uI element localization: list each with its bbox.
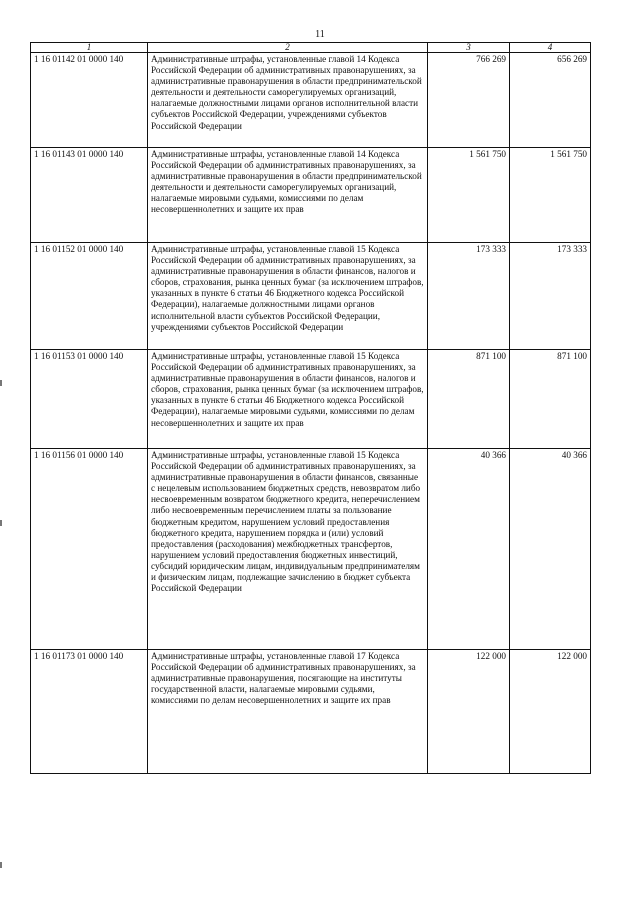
income-code: 1 16 01152 01 0000 140 <box>31 243 148 350</box>
amount-column-3: 1 561 750 <box>428 148 510 243</box>
table-header-row <box>31 43 591 53</box>
amount-column-3: 766 269 <box>428 53 510 148</box>
table-row <box>31 449 591 650</box>
column-header-2: 2 <box>148 43 428 53</box>
amount-column-4: 122 000 <box>510 650 591 774</box>
column-header-1: 1 <box>31 43 148 53</box>
table-row <box>31 243 591 350</box>
income-description: Административные штрафы, установленные главой 15 Кодекса Российской Федерации об административных правонарушениях, за административные правонарушения в области финансов, связанные с нецелевым использованием бюджетных средств, невозвратом либо несвоевременным возвратом бюджетного кредита, неперечислением либо несвоевременным перечислением платы за пользование бюджетным кредитом, нарушением условий предоставления бюджетного кредита, нарушением порядка и (или) условий предоставления (расходования) межбюджетных трансфертов, нарушением условий предоставления бюджетных инвестиций, субсидий юридическим лицам, индивидуальным предпринимателям и физическим лицам, подлежащие зачислению в бюджет субъекта Российской Федерации <box>148 449 428 650</box>
amount-column-4: 656 269 <box>510 53 591 148</box>
table-row <box>31 350 591 449</box>
amount-column-3: 40 366 <box>428 449 510 650</box>
scan-edge-mark <box>0 380 2 386</box>
amount-column-4: 40 366 <box>510 449 591 650</box>
amount-column-4: 1 561 750 <box>510 148 591 243</box>
income-description: Административные штрафы, установленные главой 15 Кодекса Российской Федерации об административных правонарушениях, за административные правонарушения в области финансов, налогов и сборов, страхования, рынка ценных бумаг (за исключением штрафов, указанных в пункте 6 статьи 46 Бюджетного кодекса Российской Федерации), налагаемые должностными лицами органов исполнительной власти субъектов Российской Федерации, учреждениями субъектов Российской Федерации <box>148 243 428 350</box>
page-number: 11 <box>315 29 325 40</box>
table-row <box>31 53 591 148</box>
amount-column-3: 871 100 <box>428 350 510 449</box>
scan-edge-mark <box>0 520 2 526</box>
table-row <box>31 650 591 774</box>
column-header-4: 4 <box>510 43 591 53</box>
amount-column-4: 871 100 <box>510 350 591 449</box>
budget-table <box>30 42 591 774</box>
amount-column-3: 173 333 <box>428 243 510 350</box>
income-description: Административные штрафы, установленные главой 15 Кодекса Российской Федерации об административных правонарушениях, за административные правонарушения в области финансов, налогов и сборов, страхования, рынка ценных бумаг (за исключением штрафов, указанных в пункте 6 статьи 46 Бюджетного кодекса Российской Федерации), налагаемые мировыми судьями, комиссиями по делам несовершеннолетних и защите их прав <box>148 350 428 449</box>
income-description: Административные штрафы, установленные главой 14 Кодекса Российской Федерации об административных правонарушениях, за административные правонарушения в области предпринимательской деятельности и деятельности саморегулируемых организаций, налагаемые мировыми судьями, комиссиями по делам несовершеннолетних и защите их прав <box>148 148 428 243</box>
scan-edge-mark <box>0 862 2 868</box>
income-code: 1 16 01156 01 0000 140 <box>31 449 148 650</box>
income-code: 1 16 01153 01 0000 140 <box>31 350 148 449</box>
income-description: Административные штрафы, установленные главой 17 Кодекса Российской Федерации об административных правонарушениях, за административные правонарушения, посягающие на институты государственной власти, налагаемые мировыми судьями, комиссиями по делам несовершеннолетних и защите их прав <box>148 650 428 774</box>
amount-column-4: 173 333 <box>510 243 591 350</box>
table-row <box>31 148 591 243</box>
income-code: 1 16 01173 01 0000 140 <box>31 650 148 774</box>
income-description: Административные штрафы, установленные главой 14 Кодекса Российской Федерации об административных правонарушениях, за административные правонарушения в области предпринимательской деятельности и деятельности саморегулируемых организаций, налагаемые должностными лицами органов исполнительной власти субъектов Российской Федерации, учреждениями субъектов Российской Федерации <box>148 53 428 148</box>
income-code: 1 16 01143 01 0000 140 <box>31 148 148 243</box>
amount-column-3: 122 000 <box>428 650 510 774</box>
income-code: 1 16 01142 01 0000 140 <box>31 53 148 148</box>
column-header-3: 3 <box>428 43 510 53</box>
